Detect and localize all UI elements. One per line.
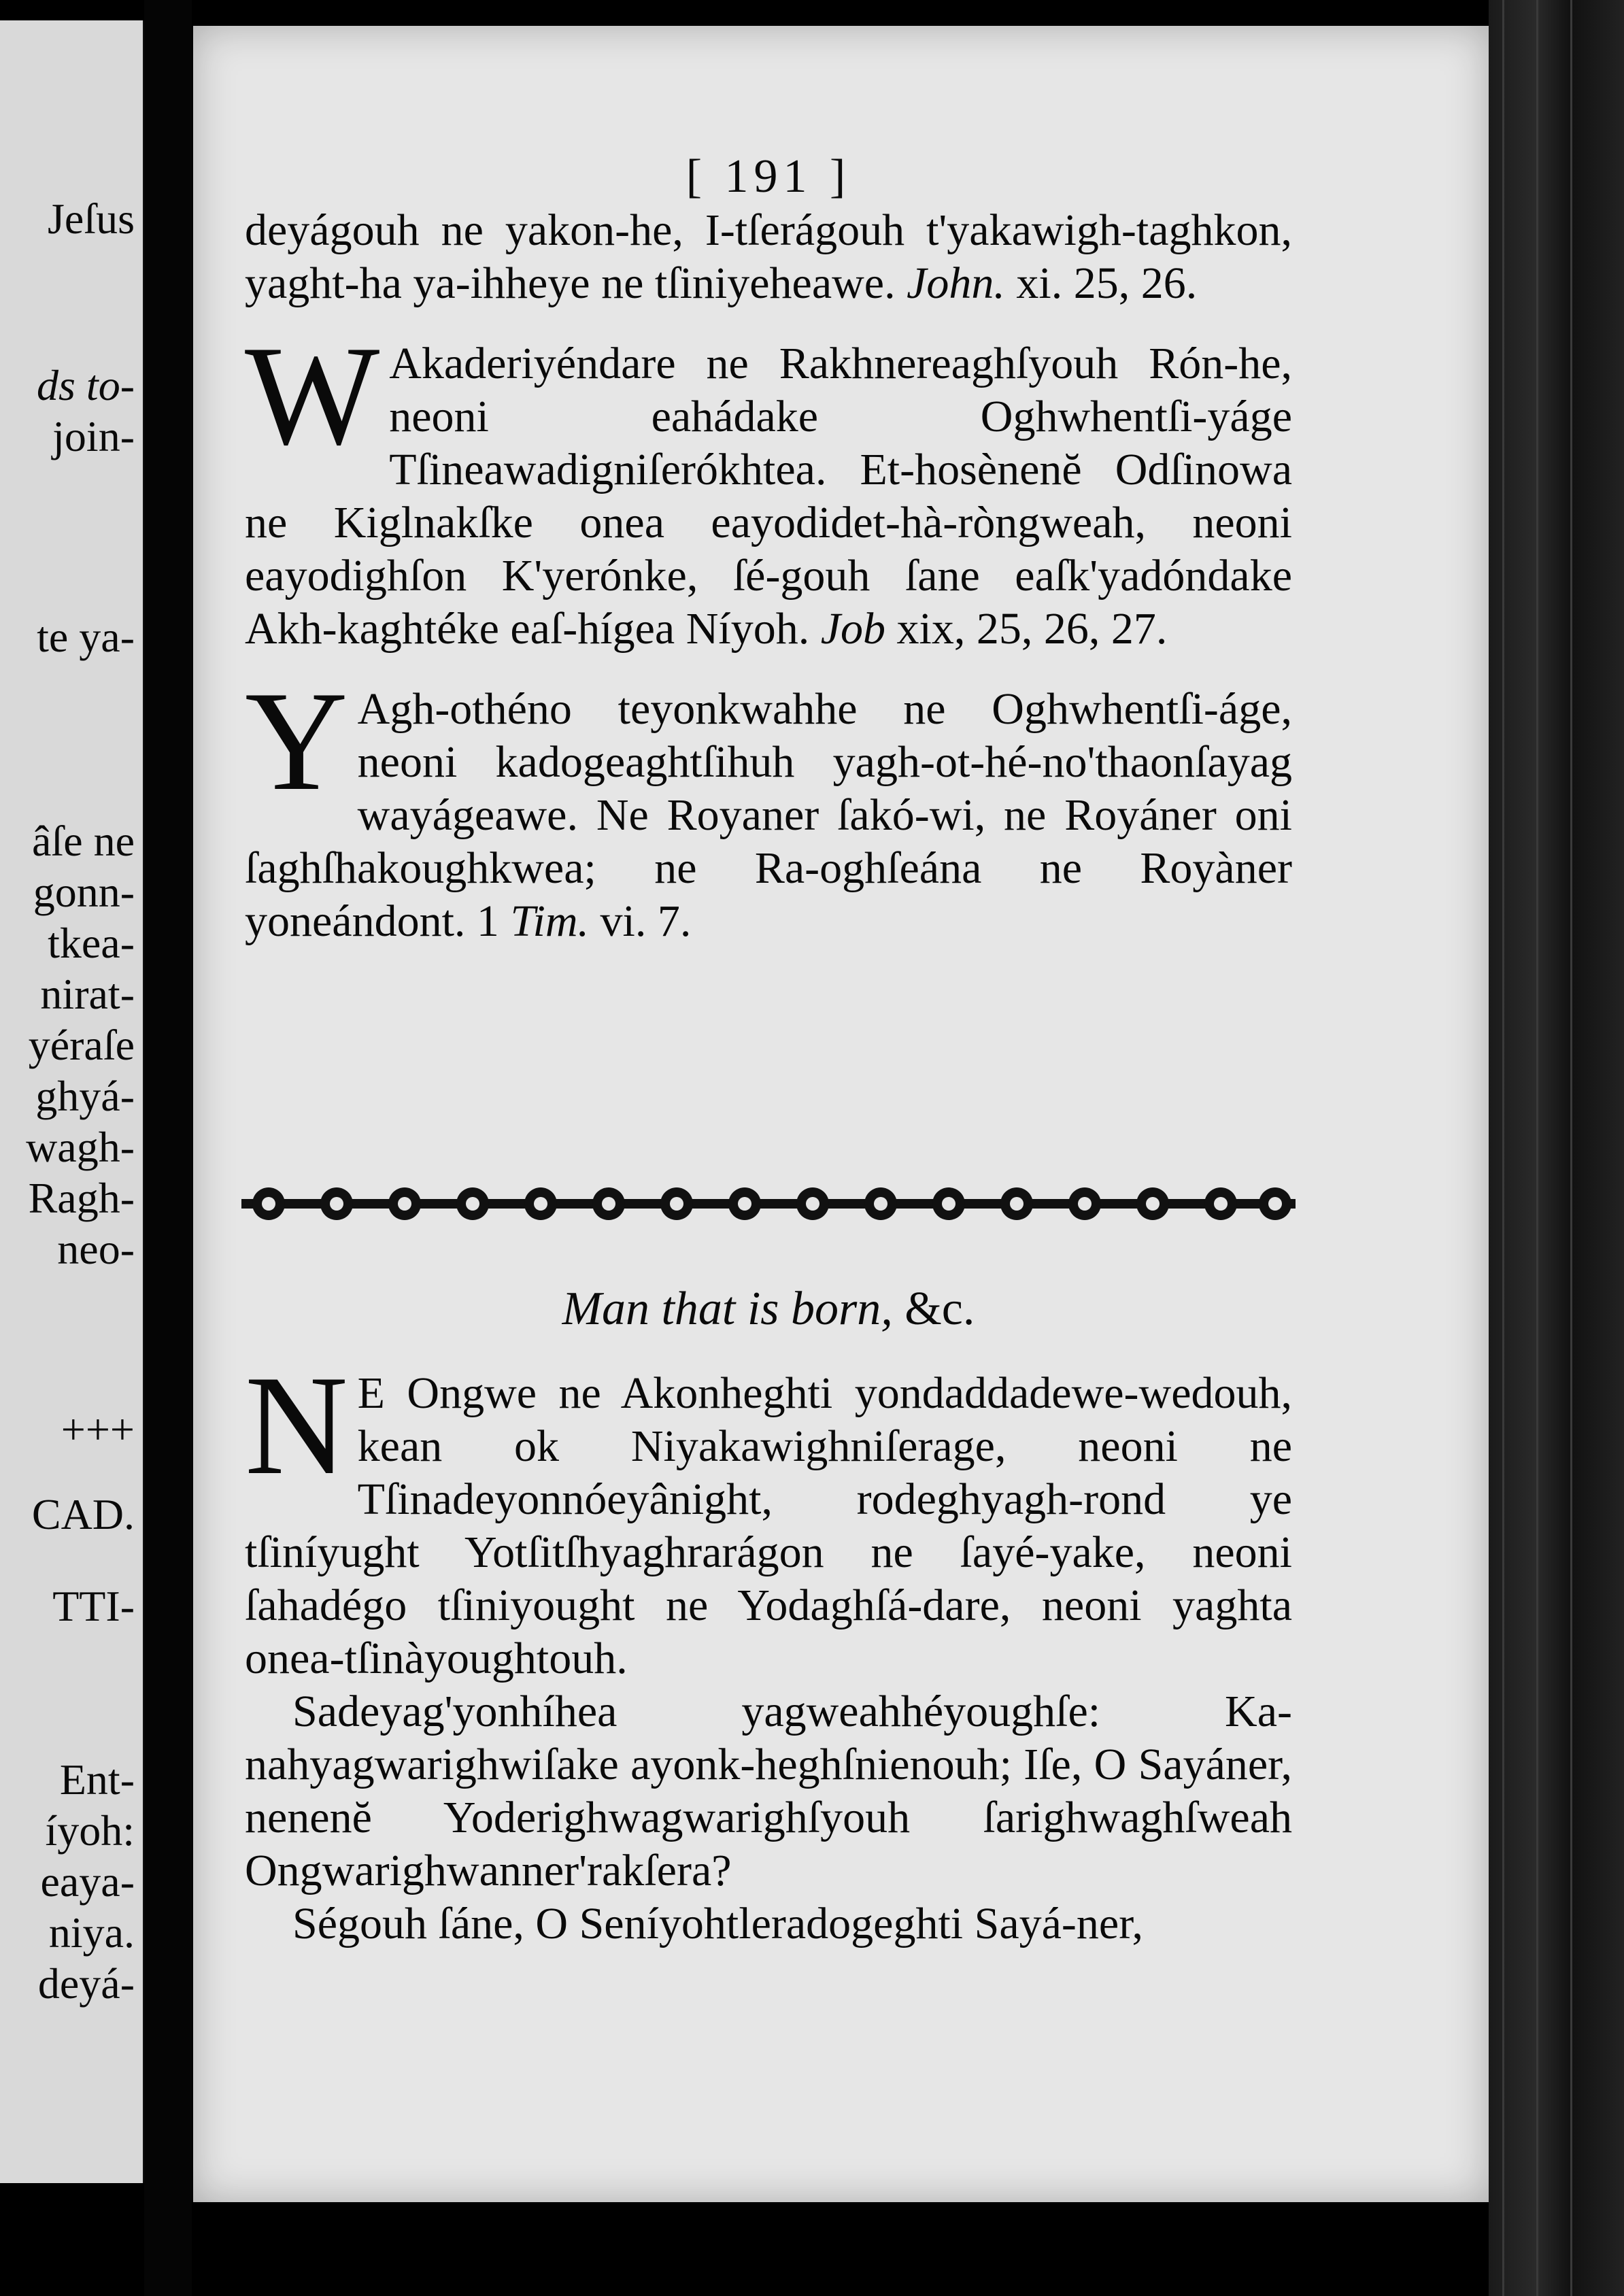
paragraph-w: W Akaderiyéndare ne Rakhnereaghſyouh Rón-he, neoni eahádake Oghwhentſi-yáge Tſineawadigniſerókhtea. Et-hosènenĕ Odſinowa ne Kiglnakſke onea eayodidet-hà-ròngweah, neoni eayodighſon K'yerónke, ſé-gouh ſane eaſk'yadóndake Akh-kaghtéke eaſ-hígea Níyoh. Job xix, 25, 26, 27.: [245, 317, 1292, 654]
scripture-reference: Job: [820, 604, 885, 654]
left-page-line: te ya-: [37, 613, 135, 661]
paragraph-sadeyag: Sadeyag'yonhíhea yagweahhéyoughſe: Ka-nahyagwarighwiſake ayonk-heghſnienouh; Iſe, O Sayáner, nenenĕ Yoderighwagwarighſyouh ſarighwaghſweah Ongwarighwanner'rakſera?: [245, 1687, 1292, 1895]
left-page-line: ghyá-: [35, 1072, 135, 1120]
page-body-bottom: [245, 1347, 1292, 1951]
left-page-line: +++: [61, 1405, 135, 1453]
drop-cap-y: Y: [245, 662, 348, 820]
book-gutter: [144, 0, 192, 2296]
left-page-line: íyoh:: [45, 1806, 135, 1855]
left-page-line: CAD.: [31, 1490, 135, 1538]
opening-paragraph: deyágouh ne yakon-he, I-tſerágouh t'yakawigh-taghkon, yaght-ha ya-ihheye ne tſiniyeheawe. John. xi. 25, 26.: [245, 205, 1292, 308]
drop-cap-n: N: [245, 1347, 348, 1504]
left-page-line: niya.: [48, 1908, 135, 1957]
left-page-line: Ragh-: [28, 1174, 135, 1222]
left-page-line: âſe ne: [32, 817, 135, 865]
ornament-divider: [241, 1180, 1296, 1228]
paragraph-segouh: Ségouh ſáne, O Seníyohtleradogeghti Sayá-ner,: [292, 1899, 1144, 1948]
left-page-line: Ent-: [59, 1755, 135, 1804]
scripture-reference: John.: [907, 258, 1005, 308]
drop-cap-w: W: [245, 317, 380, 475]
left-page-line: wagh-: [26, 1123, 135, 1171]
paragraph-n: N E Ongwe ne Akonheghti yondaddadewe-wedouh, kean ok Niyakawighniſerage, neoni ne Tſinadeyonnóeyânight, rodeghyagh-rond ye tſiníyught Yotſitſhyaghrarágon ne ſayé-yake, neoni ſahadégo tſiniyought ne Yodaghſá-dare, neoni yaghta onea-tſinàyoughtouh.: [245, 1347, 1292, 1683]
paragraph-y: Y Agh-othéno teyonkwahhe ne Oghwhentſi-áge, neoni kadogeaghtſihuh yagh-ot-hé-no'thaonſayag wayágeawe. Ne Royaner ſakó-wi, ne Royáner oni ſaghſhakoughkwea; ne Ra-oghſeána ne Royàner yoneándont. 1 Tim. vi. 7.: [245, 662, 1292, 946]
left-page-line: Jeſus: [48, 195, 135, 243]
left-page-line: tkea-: [48, 919, 135, 967]
left-page-line: neo-: [57, 1225, 135, 1273]
left-facing-page: [0, 20, 147, 2183]
page-body-top: [245, 204, 1292, 948]
left-page-line: deyá-: [37, 1959, 135, 2008]
left-page-line: nirat-: [40, 970, 135, 1018]
left-page-line: eaya-: [40, 1857, 135, 1906]
left-page-line: yéraſe: [28, 1021, 135, 1069]
scripture-reference: Tim.: [510, 896, 590, 946]
left-page-line: ds to-: [37, 361, 135, 409]
section-title: Man that is born, &c.: [562, 1283, 975, 1335]
left-page-line: gonn-: [33, 868, 135, 916]
page-edges: [1489, 0, 1624, 2296]
left-page-line: join-: [52, 412, 135, 460]
page-number: [ 191 ]: [686, 150, 851, 203]
left-page-line: TTI-: [52, 1582, 135, 1630]
